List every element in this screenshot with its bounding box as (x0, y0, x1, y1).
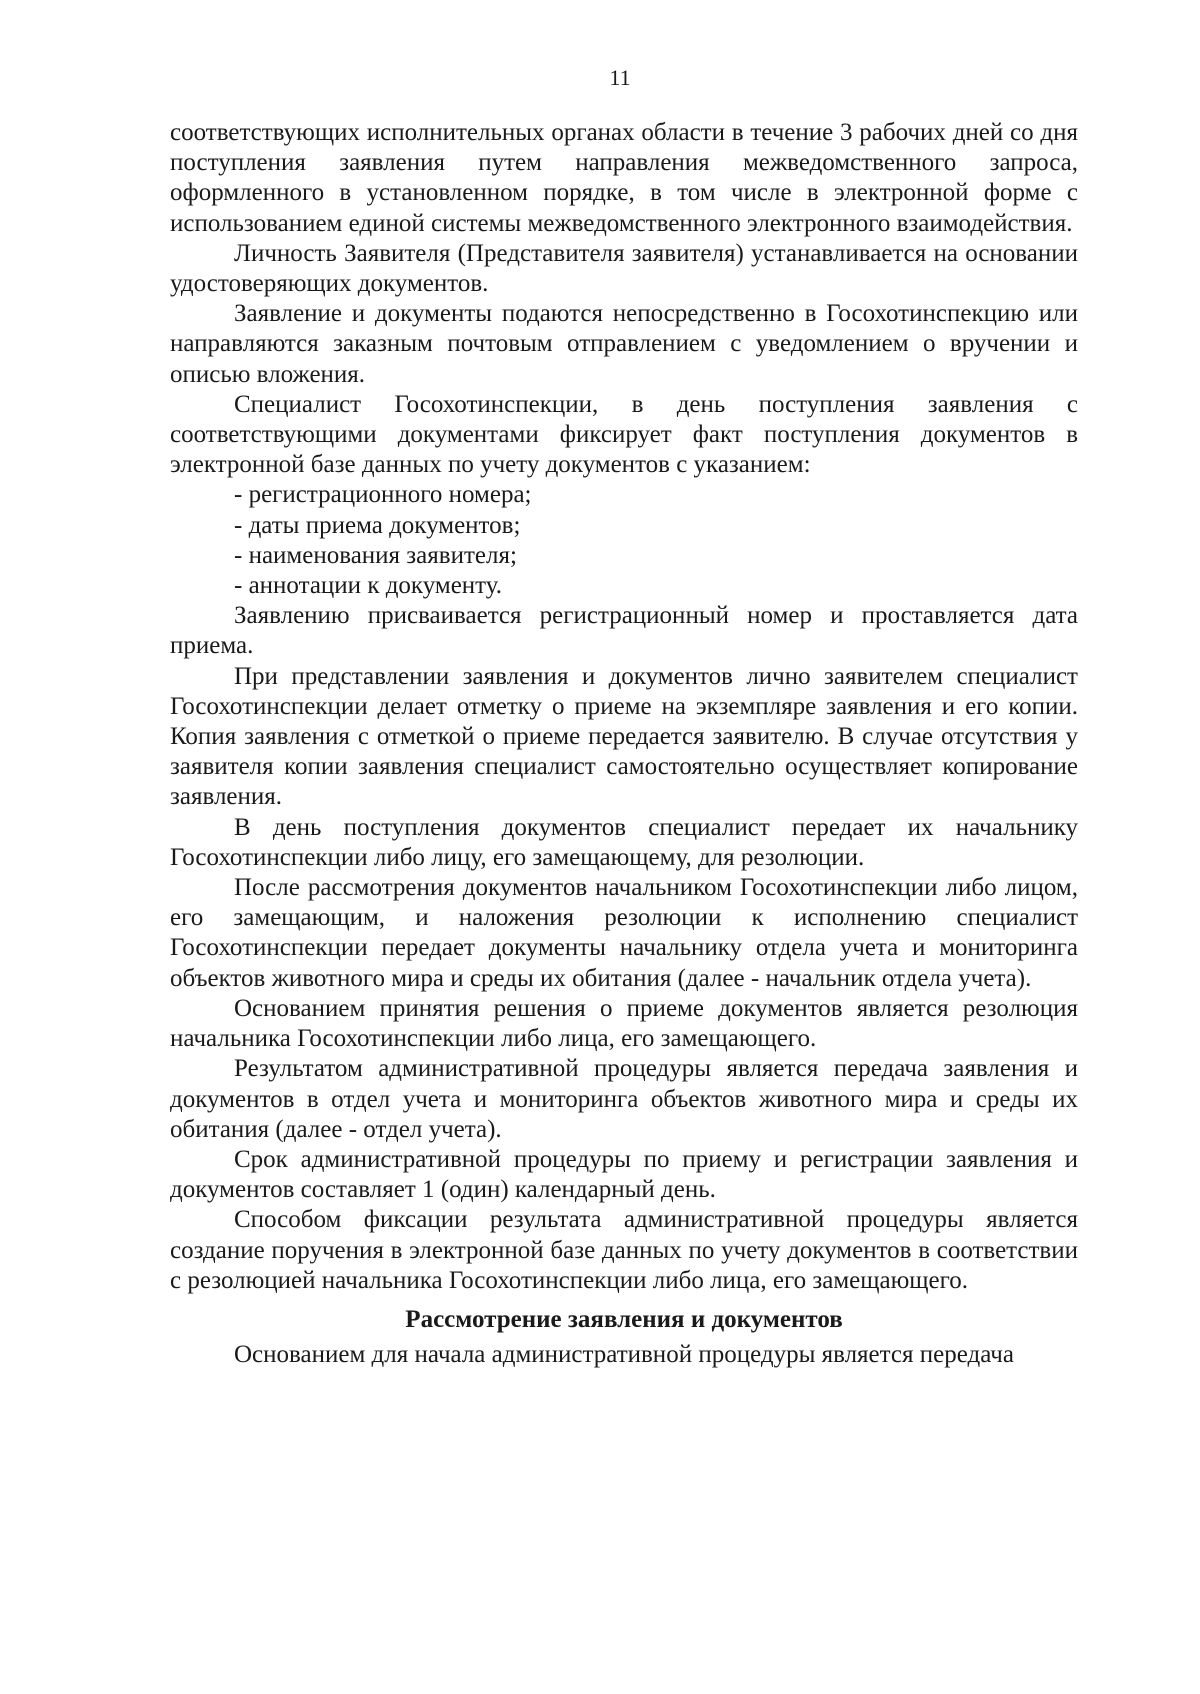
paragraph-decision-basis: Основанием принятия решения о приеме документов является резолюция начальника Госохотинспекции либо лица, его замещающего. (170, 994, 1078, 1053)
section-heading: Рассмотрение заявления и документов (405, 1305, 843, 1333)
paragraph-registration-number: Заявлению присваивается регистрационный номер и проставляется дата приема. (170, 602, 1078, 660)
list-item: - регистрационного номера; (234, 481, 532, 509)
paragraph-fixation-method: Способом фиксации результата административной процедуры является создание поручения в электронной базе данных по учету документов в соответствии с резолюцией начальника Госохотинспекции либо лица, его замещающего. (170, 1206, 1078, 1294)
document-body (170, 118, 1078, 1370)
page-number: 11 (609, 65, 631, 90)
paragraph-applicant-identity: Личность Заявителя (Представителя заявителя) устанавливается на основании удостоверяющих документов. (170, 239, 1078, 298)
paragraph-result: Результатом административной процедуры является передача заявления и документов в отдел учета и мониторинга объектов животного мира и среды их обитания (далее - отдел учета). (170, 1055, 1078, 1143)
paragraph-transfer-to-head: В день поступления документов специалист передает их начальнику Госохотинспекции либо лицу, его замещающему, для резолюции. (170, 813, 1078, 871)
paragraph-personal-submission: При представлении заявления и документов лично заявителем специалист Госохотинспекции делает отметку о приеме на экземпляре заявления и его копии. Копия заявления с отметкой о приеме передается заявителю. В случае отсутствия у заявителя копии заявления специалист самостоятельно осуществляет копирование заявления. (170, 662, 1078, 811)
paragraph-term: Срок административной процедуры по приему и регистрации заявления и документов составляет 1 (один) календарный день. (170, 1145, 1078, 1204)
paragraph-section-start: Основанием для начала административной процедуры является передача (234, 1340, 1014, 1368)
paragraph-submission: Заявление и документы подаются непосредственно в Госохотинспекцию или направляются заказным почтовым отправлением с уведомлением о вручении и описью вложения. (170, 300, 1078, 388)
list-item: - аннотации к документу. (234, 572, 503, 600)
list-item: - наименования заявителя; (234, 541, 517, 569)
paragraph-after-review: После рассмотрения документов начальником Госохотинспекции либо лицом, его замещающим, и наложения резолюции к исполнению специалист Госохотинспекции передает документы начальнику отдела учета и мониторинга объектов животного мира и среды их обитания (далее - начальник отдела учета). (170, 874, 1078, 992)
paragraph-specialist-registration: Специалист Госохотинспекции, в день поступления заявления с соответствующими документами фиксирует факт поступления документов в электронной базе данных по учету документов с указанием: (170, 390, 1078, 479)
list-item: - даты приема документов; (234, 511, 521, 539)
paragraph-continuation: соответствующих исполнительных органах области в течение 3 рабочих дней со дня поступления заявления путем направления межведомственного запроса, оформленного в установленном порядке, в том числе в электронной форме с использованием единой системы межведомственного электронного взаимодействия. (170, 119, 1078, 237)
